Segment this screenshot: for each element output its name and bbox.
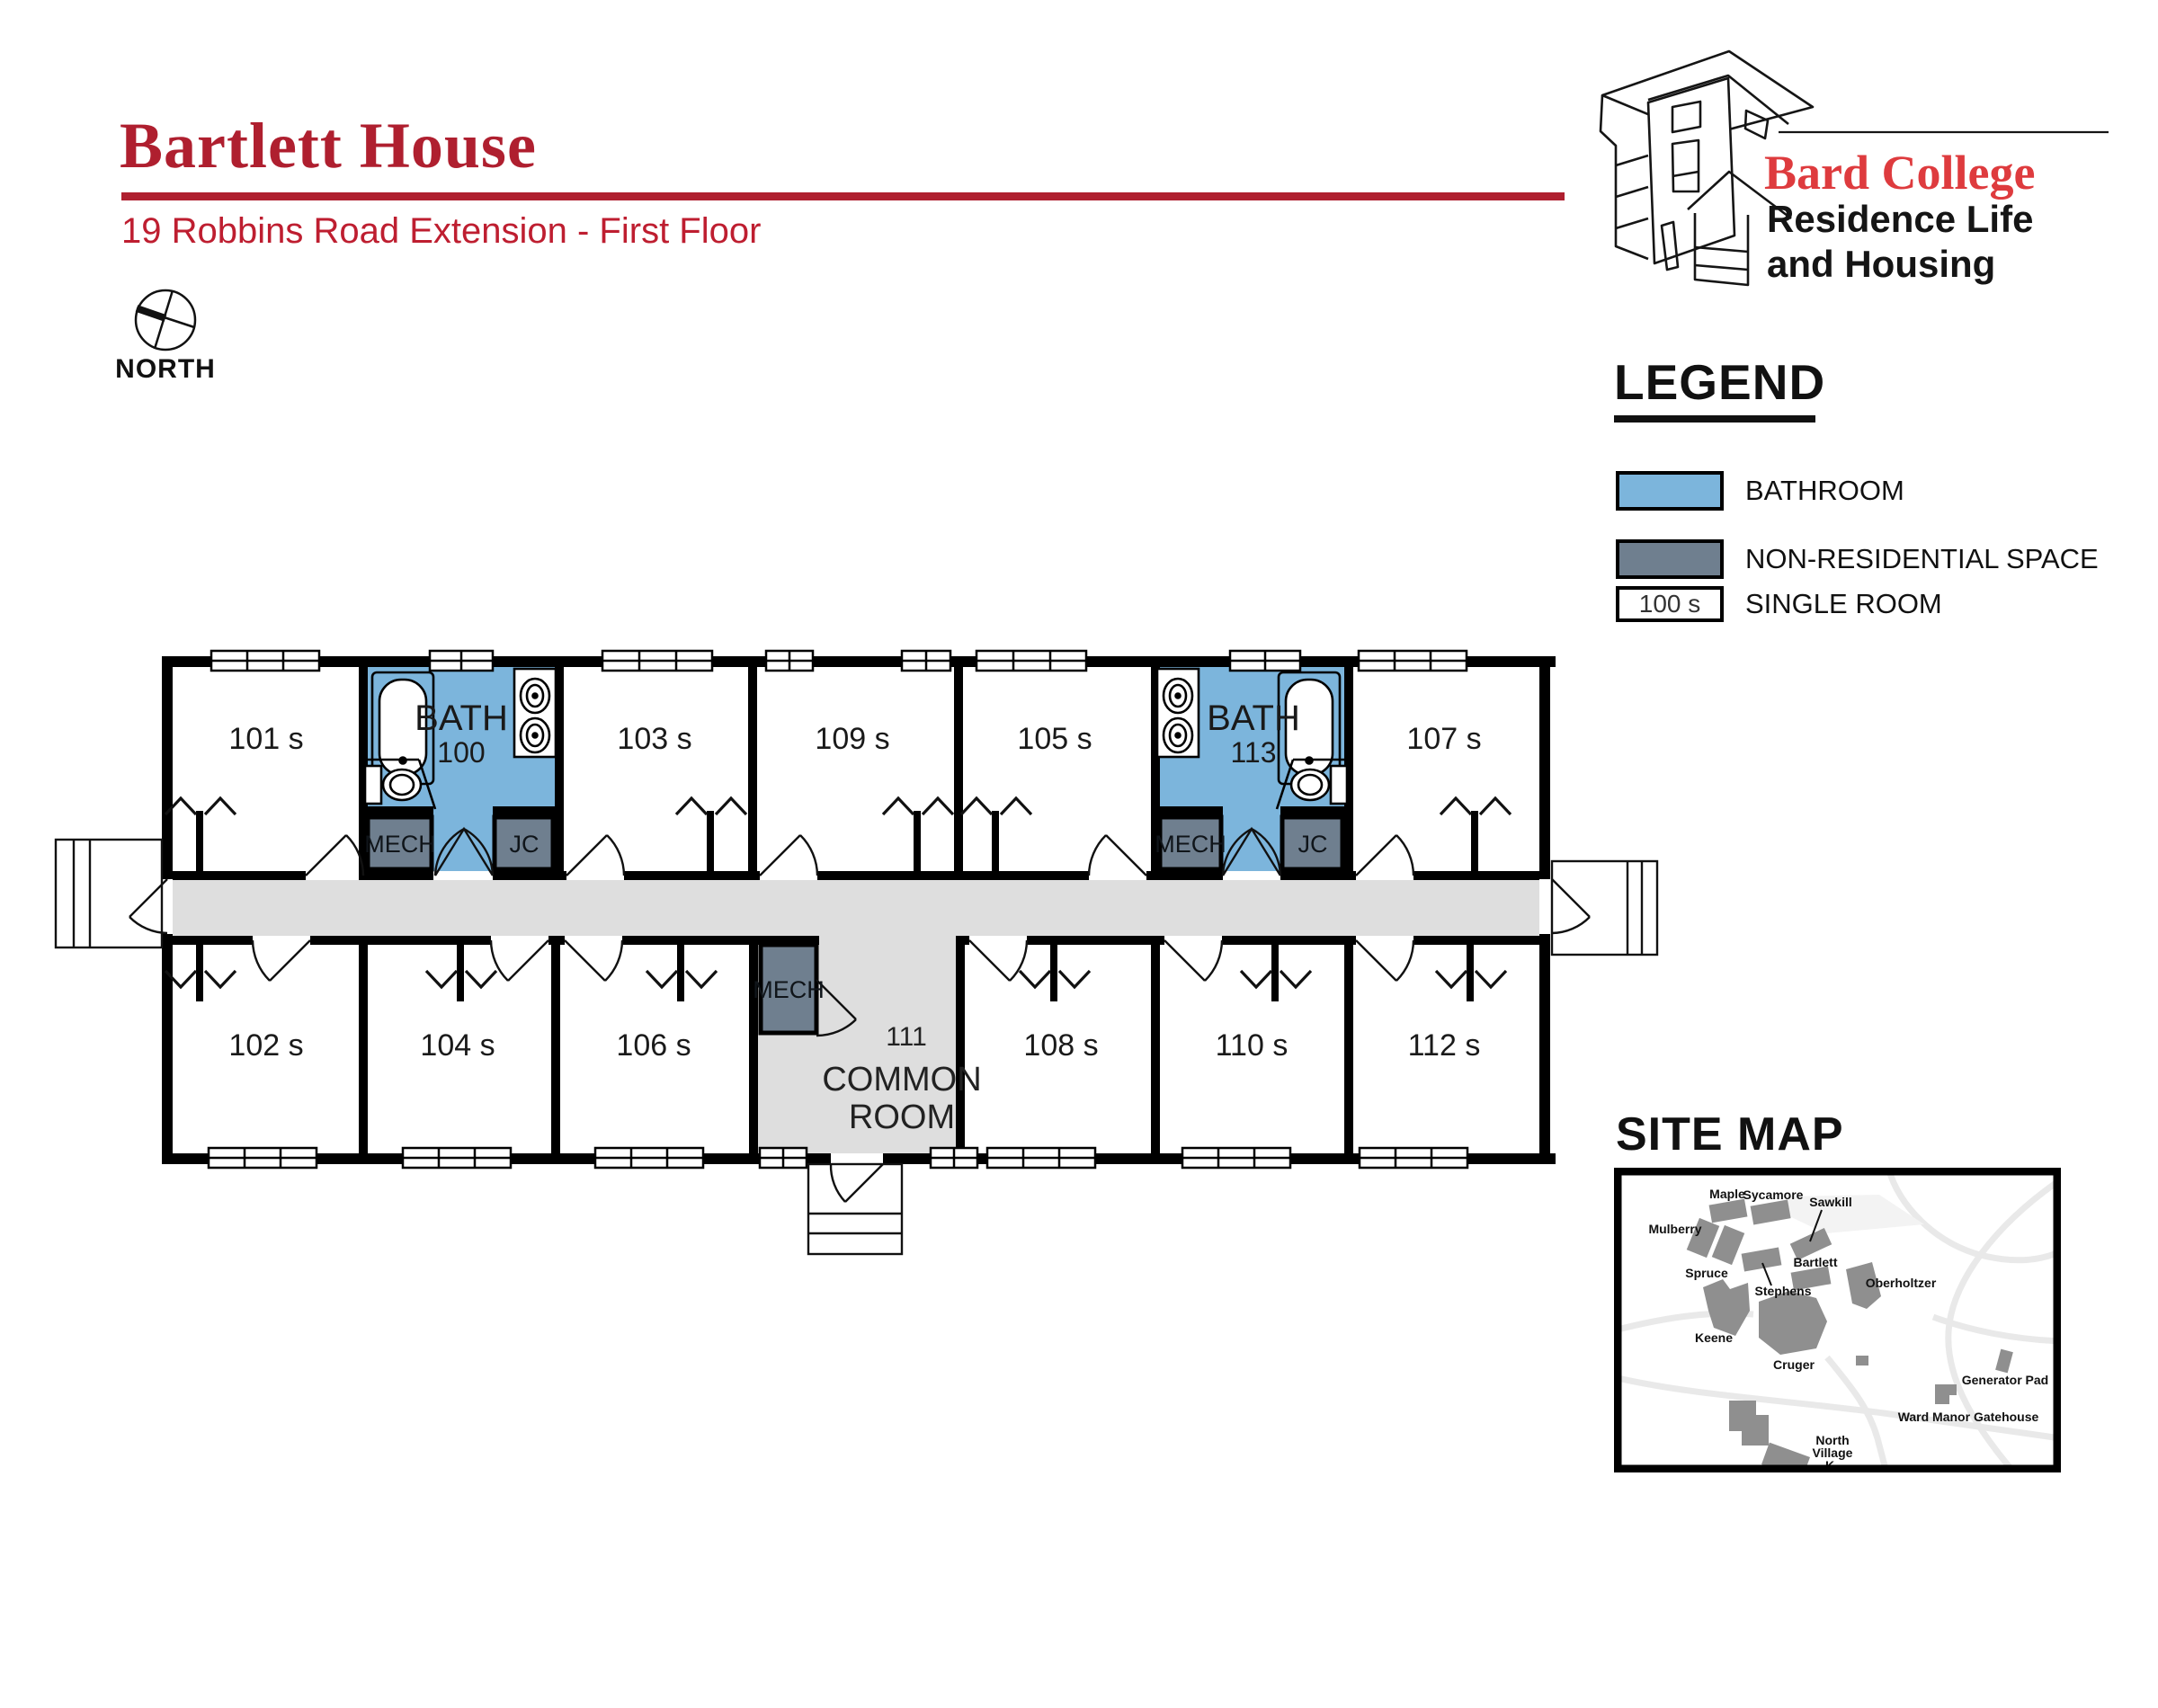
- legend-item-single: [1616, 586, 1942, 622]
- window: [1360, 1148, 1467, 1168]
- sitemap-label-nv-2: Village: [1812, 1446, 1853, 1460]
- bath-113-number: 113: [1230, 736, 1277, 769]
- single-room-swatch: [1616, 586, 1724, 622]
- window: [902, 651, 950, 671]
- room-107-label: 107 s: [1406, 722, 1482, 756]
- sitemap-label-generator-pad: Cruger: [1773, 1357, 1815, 1372]
- common-room-label-2: ROOM: [848, 1099, 956, 1136]
- window: [209, 1148, 317, 1168]
- logo-dept-line2: and Housing: [1767, 243, 1996, 285]
- single-room-sample: 100 s: [1638, 590, 1701, 618]
- bath-113-label: BATH: [1207, 698, 1300, 738]
- room-106-label: 106 s: [616, 1028, 691, 1063]
- window: [211, 651, 319, 671]
- jc-100-label: JC: [509, 831, 540, 858]
- room-104-label: 104 s: [420, 1028, 495, 1063]
- sitemap-label-nv-1: North: [1815, 1433, 1850, 1447]
- sitemap-label-mulberry: Mulberry: [1648, 1222, 1702, 1236]
- common-room-number: 111: [886, 1022, 927, 1052]
- floorplan: [36, 629, 1708, 1294]
- non-residential-swatch: [1616, 539, 1724, 579]
- sitemap-title: SITE MAP: [1616, 1108, 1844, 1161]
- non-residential-label: NON-RESIDENTIAL SPACE: [1745, 543, 2099, 574]
- mech-113-label: MECH: [1155, 831, 1226, 858]
- window: [766, 651, 813, 671]
- sitemap-label-cruger: Generator Pad: [1961, 1373, 2049, 1387]
- bard-college-logo: [1592, 27, 2131, 306]
- window: [931, 1148, 977, 1168]
- room-103-label: 103 s: [617, 722, 692, 756]
- legend-item-nonres: [1616, 539, 2099, 579]
- window: [430, 651, 493, 671]
- page-subtitle: 19 Robbins Road Extension - First Floor: [121, 211, 762, 251]
- sitemap-label-ward-manor: Ward Manor Gatehouse: [1897, 1410, 2039, 1424]
- window: [595, 1148, 703, 1168]
- sitemap-label-oberholtzer: Oberholtzer: [1865, 1276, 1937, 1290]
- window: [1182, 1148, 1290, 1168]
- sitemap-label-spruce: Spruce: [1685, 1266, 1728, 1280]
- north-label: NORTH: [115, 354, 216, 384]
- bath-100-label: BATH: [415, 698, 508, 738]
- common-room-label-1: COMMON: [822, 1061, 982, 1099]
- room-109-label: 109 s: [815, 722, 890, 756]
- compass-icon: [108, 270, 243, 360]
- room-110-label: 110 s: [1215, 1028, 1289, 1063]
- logo-college-name: Bard College: [1764, 146, 2036, 200]
- sitemap-label-stephens: Stephens: [1754, 1284, 1812, 1298]
- legend-underline: [1614, 415, 1815, 423]
- room-105-label: 105 s: [1017, 722, 1092, 756]
- sitemap: [1614, 1168, 2061, 1472]
- logo-dept-line1: Residence Life: [1767, 198, 2034, 240]
- title-rule: [121, 192, 1565, 200]
- sitemap-label-sawkill: Sawkill: [1809, 1195, 1852, 1209]
- sitemap-label-maple: Maple: [1709, 1187, 1745, 1201]
- sitemap-label-keene: Keene: [1694, 1330, 1734, 1345]
- legend-title: LEGEND: [1614, 354, 1826, 410]
- room-101-label: 101 s: [228, 722, 304, 756]
- mech-100-label: MECH: [364, 831, 436, 858]
- window: [1230, 651, 1300, 671]
- bath-100-number: 100: [437, 736, 486, 769]
- mech-common-label: MECH: [753, 976, 825, 1003]
- window: [976, 651, 1086, 671]
- room-108-label: 108 s: [1023, 1028, 1099, 1063]
- window: [1359, 651, 1467, 671]
- bathroom-swatch: [1616, 471, 1724, 511]
- room-102-label: 102 s: [228, 1028, 304, 1063]
- window: [403, 1148, 511, 1168]
- sitemap-label-nv-3: K: [1824, 1458, 1835, 1472]
- sitemap-label-sycamore: Sycamore: [1743, 1188, 1804, 1202]
- jc-113-label: JC: [1297, 831, 1328, 858]
- room-112-label: 112 s: [1407, 1028, 1481, 1063]
- page-title: Bartlett House: [120, 110, 537, 182]
- window: [760, 1148, 807, 1168]
- legend-item-bathroom: [1616, 471, 1904, 511]
- sitemap-label-bartlett: Bartlett: [1793, 1255, 1838, 1269]
- window: [602, 651, 712, 671]
- window: [987, 1148, 1095, 1168]
- bathroom-label: BATHROOM: [1745, 475, 1904, 506]
- single-room-label: SINGLE ROOM: [1745, 588, 1942, 619]
